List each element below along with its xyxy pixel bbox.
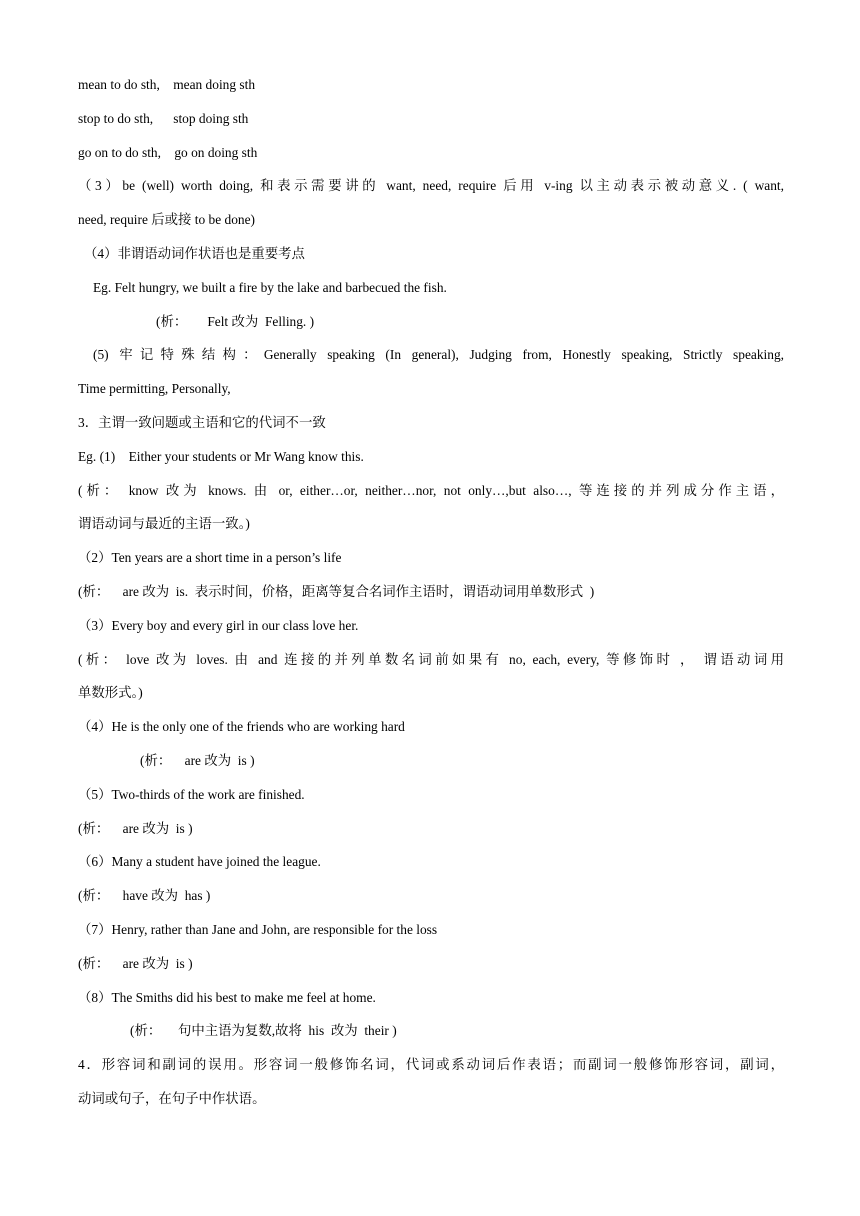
analysis-line: (析： are 改为 is ) — [140, 752, 255, 768]
text-line: （4）He is the only one of the friends who are working hard — [78, 719, 405, 735]
text-line: （6）Many a student have joined the league. — [78, 854, 321, 870]
analysis-line: (析： love 改为 loves. 由 and 连接的并列单数名词前如果有 no, each, every, 等修饰时 ， 谓语动词用 — [78, 651, 784, 667]
text-line: 动词或句子，在句子中作状语。 — [78, 1090, 266, 1106]
text-line: stop to do sth, stop doing sth — [78, 110, 249, 126]
document-page — [78, 68, 784, 1116]
text-line: （3）Every boy and every girl in our class love her. — [78, 617, 359, 633]
text-line: (5) 牢记特殊结构：Generally speaking (In general), Judging from, Honestly speaking, Strictly speaking, — [93, 347, 784, 363]
text-line: Eg. (1) Either your students or Mr Wang know this. — [78, 448, 364, 464]
text-line: （4）非谓语动词作状语也是重要考点 — [84, 245, 305, 261]
section-heading: 4．形容词和副词的误用。形容词一般修饰名词，代词或系动词后作表语；而副词一般修饰形容词，副词， — [78, 1057, 784, 1073]
analysis-line: (析： have 改为 has ) — [78, 888, 211, 904]
analysis-line: (析： are 改为 is ) — [78, 955, 193, 971]
text-line: 谓语动词与最近的主语一致。) — [78, 516, 250, 532]
text-line: mean to do sth, mean doing sth — [78, 77, 256, 92]
text-line: 单数形式。) — [78, 685, 143, 701]
analysis-line: (析： know 改为 knows. 由 or, either…or, neither…nor, not only…,but also…, 等连接的并列成分作主语， — [78, 482, 784, 498]
text-line: Eg. Felt hungry, we built a fire by the lake and barbecued the fish. — [93, 279, 447, 295]
text-line: （8）The Smiths did his best to make me feel at home. — [78, 989, 376, 1005]
text-line: need, require 后或接 to be done) — [78, 212, 255, 228]
section-heading: 3．主谓一致问题或主语和它的代词不一致 — [78, 414, 326, 430]
analysis-line: (析： are 改为 is ) — [78, 820, 193, 836]
text-line: （7）Henry, rather than Jane and John, are responsible for the loss — [78, 921, 438, 937]
text-line: （5）Two-thirds of the work are finished. — [78, 786, 305, 802]
text-line: Time permitting, Personally, — [78, 381, 231, 397]
analysis-line: (析： Felt 改为 Felling. ) — [156, 313, 315, 329]
analysis-line: (析： are 改为 is. 表示时间，价格，距离等复合名词作主语时，谓语动词用单数形式 ) — [78, 583, 595, 599]
analysis-line: (析： 句中主语为复数,故将 his 改为 their ) — [130, 1023, 397, 1039]
text-line: （2）Ten years are a short time in a person’s life — [78, 550, 342, 566]
text-line: go on to do sth, go on doing sth — [78, 144, 258, 160]
text-line: （3）be (well) worth doing, 和表示需要讲的 want, need, require 后用 v-ing 以主动表示被动意义. ( want, — [78, 178, 784, 194]
